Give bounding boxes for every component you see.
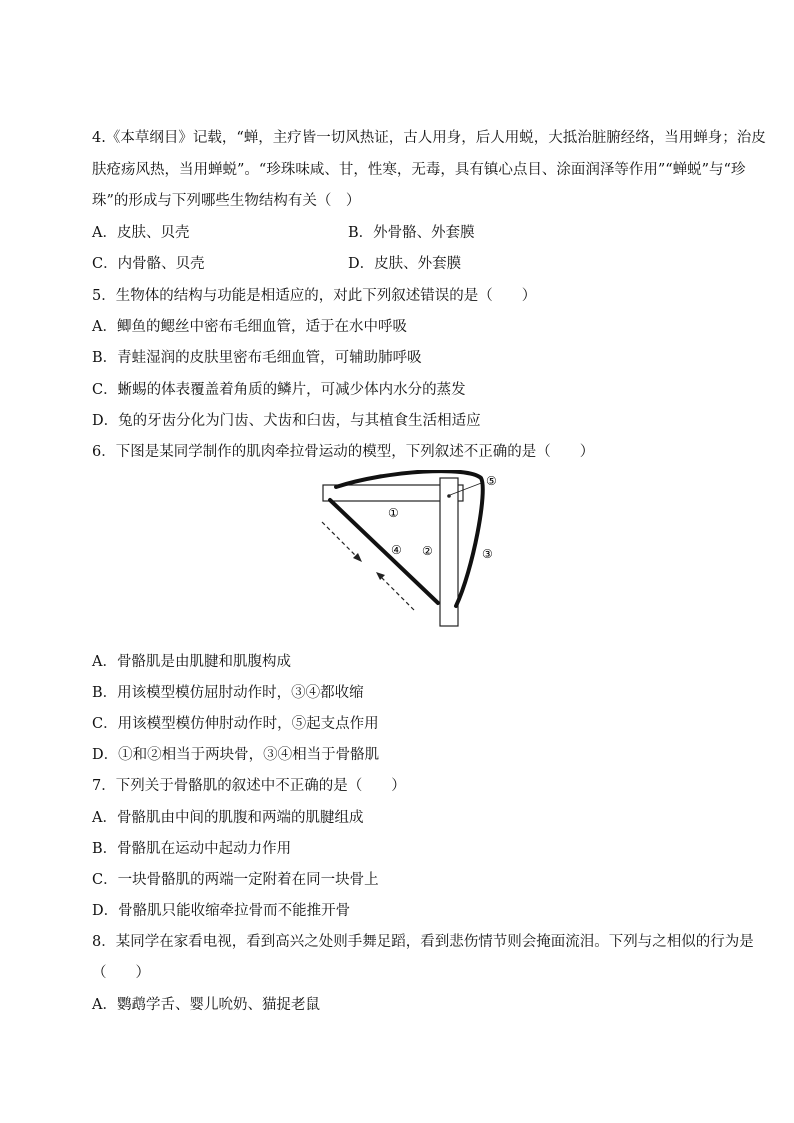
q5-option-b[interactable]: B．青蛙湿润的皮肤里密布毛细血管，可辅助肺呼吸 [92,350,422,366]
q4-stem-line3: 珠”的形成与下列哪些生物结构有关（ ） [92,193,361,209]
q7-option-b[interactable]: B．骨骼肌在运动中起动力作用 [92,841,292,857]
q5-option-d[interactable]: D．兔的牙齿分化为门齿、犬齿和臼齿，与其植食生活相适应 [92,413,481,429]
label-2: ② [422,544,433,558]
q4-option-b[interactable]: B．外骨骼、外套膜 [348,225,475,241]
label-4: ④ [391,543,402,557]
q4-option-c[interactable]: C．内骨骼、贝壳 [92,256,205,272]
q6-option-b[interactable]: B．用该模型模仿屈肘动作时，③④都收缩 [92,685,364,701]
q8-stem-cont: （ ） [92,965,150,981]
q5-option-c[interactable]: C．蜥蜴的体表覆盖着角质的鳞片，可减少体内水分的蒸发 [92,382,466,398]
q8-option-a[interactable]: A．鹦鹉学舌、婴儿吮奶、猫捉老鼠 [92,997,320,1013]
q7-stem: 7．下列关于骨骼肌的叙述中不正确的是（ ） [92,778,406,794]
q6-option-d[interactable]: D．①和②相当于两块骨，③④相当于骨骼肌 [92,747,380,763]
q6-option-a[interactable]: A．骨骼肌是由肌腱和肌腹构成 [92,654,291,670]
q5-option-a[interactable]: A．鲫鱼的鳃丝中密布毛细血管，适于在水中呼吸 [92,319,407,335]
muscle-bone-model-diagram [318,470,508,630]
q4-stem-line1: 4.《本草纲目》记载，“蝉，主疗皆一切风热证，古人用身，后人用蜕，大抵治脏腑经络，当用蝉身；治皮 [92,130,766,146]
q5-stem: 5．生物体的结构与功能是相适应的，对此下列叙述错误的是（ ） [92,288,537,304]
q6-option-c[interactable]: C．用该模型模仿伸肘动作时，⑤起支点作用 [92,716,379,732]
q7-option-c[interactable]: C．一块骨骼肌的两端一定附着在同一块骨上 [92,872,379,888]
label-3: ③ [482,547,493,561]
q7-option-d[interactable]: D．骨骼肌只能收缩牵拉骨而不能推开骨 [92,903,351,919]
q8-stem: 8．某同学在家看电视，看到高兴之处则手舞足蹈，看到悲伤情节则会掩面流泪。下列与之相似的行为是 [92,934,754,950]
q4-option-a[interactable]: A．皮肤、贝壳 [92,225,190,241]
q4-option-d[interactable]: D．皮肤、外套膜 [348,256,462,272]
arrow-down-line [322,522,358,558]
arrow-up-line [380,576,414,610]
q6-stem: 6．下图是某同学制作的肌肉牵拉骨运动的模型，下列叙述不正确的是（ ） [92,444,595,460]
q7-option-a[interactable]: A．骨骼肌由中间的肌腹和两端的肌腱组成 [92,810,364,826]
label-1: ① [388,506,399,520]
label-5: ⑤ [486,474,497,488]
muscle-bone-model-figure [318,470,508,630]
q4-stem-line2: 肤疮疡风热，当用蝉蜕”。“珍珠味咸、甘，性寒，无毒，具有镇心点目、涂面润泽等作用”“蝉蜕”与“珍 [92,162,746,178]
arrow-up-head [376,572,385,580]
